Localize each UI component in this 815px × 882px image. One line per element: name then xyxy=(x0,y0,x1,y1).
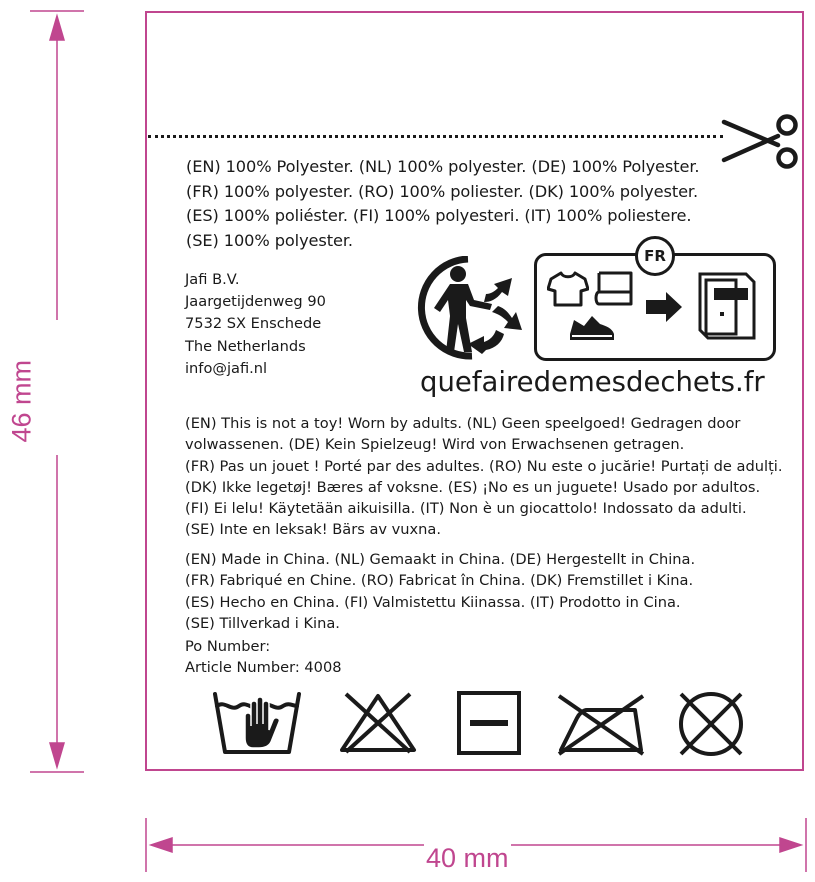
warning-line: (FR) Pas un jouet ! Porté par des adultes. (RO) Nu este o jucărie! Purtați de adulți. xyxy=(185,457,783,475)
height-dimension xyxy=(2,332,42,442)
address-line: Jafi B.V. xyxy=(185,271,240,288)
warning-line: (EN) This is not a toy! Worn by adults. (NL) Geen speelgoed! Gedragen door xyxy=(185,415,741,432)
origin-line: (ES) Hecho en China. (FI) Valmistettu Kiinassa. (IT) Prodotto in Cina. xyxy=(185,593,681,611)
address-line: info@jafi.nl xyxy=(185,359,268,377)
country-badge xyxy=(635,236,675,276)
address-line: The Netherlands xyxy=(185,337,306,355)
folded-textile-icon xyxy=(593,270,635,308)
cut-line xyxy=(148,135,723,138)
dry-flat-icon xyxy=(456,690,522,756)
warning-text xyxy=(185,413,782,541)
country-badge-label: FR xyxy=(644,247,666,265)
triman-icon xyxy=(416,256,528,360)
po-number: Po Number: xyxy=(185,638,271,656)
origin-line: (EN) Made in China. (NL) Gemaakt in China. (DE) Hergestellt in China. xyxy=(185,551,696,568)
origin-line: (SE) Tillverkad i Kina. xyxy=(185,614,340,632)
do-not-iron-icon xyxy=(557,690,645,756)
do-not-bleach-icon xyxy=(338,690,418,756)
address-line: Jaargetijdenweg 90 xyxy=(185,293,326,311)
do-not-dry-clean-icon xyxy=(673,688,749,760)
company-address xyxy=(185,269,326,380)
tshirt-icon xyxy=(547,270,589,308)
composition-line: (SE) 100% polyester. xyxy=(186,230,353,250)
warning-line: volwassenen. (DE) Kein Spielzeug! Wird von Erwachsenen getragen. xyxy=(185,436,685,454)
height-dimension-label: 46 mm xyxy=(6,359,37,443)
shoe-icon xyxy=(566,312,616,344)
composition-text xyxy=(186,155,699,253)
warning-line: (SE) Inte en leksak! Bärs av vuxna. xyxy=(185,521,442,539)
hand-wash-icon xyxy=(211,690,303,756)
collection-bin-icon xyxy=(696,270,758,342)
warning-line: (DK) Ikke legetøj! Bæres af voksne. (ES) ¡No es un juguete! Usado por adultos. xyxy=(185,478,761,496)
article-number: Article Number: 4008 xyxy=(185,659,342,677)
scissors-icon xyxy=(720,112,802,172)
warning-line: (FI) Ei lelu! Käytetään aikuisilla. (IT) Non è un giocattolo! Indossato da adulti. xyxy=(185,500,747,518)
composition-line: (FR) 100% polyester. (RO) 100% poliester. (DK) 100% polyester. xyxy=(186,181,699,201)
origin-line: (FR) Fabriqué en Chine. (RO) Fabricat în China. (DK) Fremstillet i Kina. xyxy=(185,572,694,590)
arrow-right-icon xyxy=(644,290,684,324)
origin-text xyxy=(185,549,695,679)
recycling-url: quefairedemesdechets.fr xyxy=(420,366,765,398)
address-line: 7532 SX Enschede xyxy=(185,315,322,333)
composition-line: (ES) 100% poliéster. (FI) 100% polyesteri. (IT) 100% poliestere. xyxy=(186,206,692,225)
width-dimension-label: 40 mm xyxy=(426,843,509,873)
composition-line: (EN) 100% Polyester. (NL) 100% polyester. (DE) 100% Polyester. xyxy=(186,157,700,176)
